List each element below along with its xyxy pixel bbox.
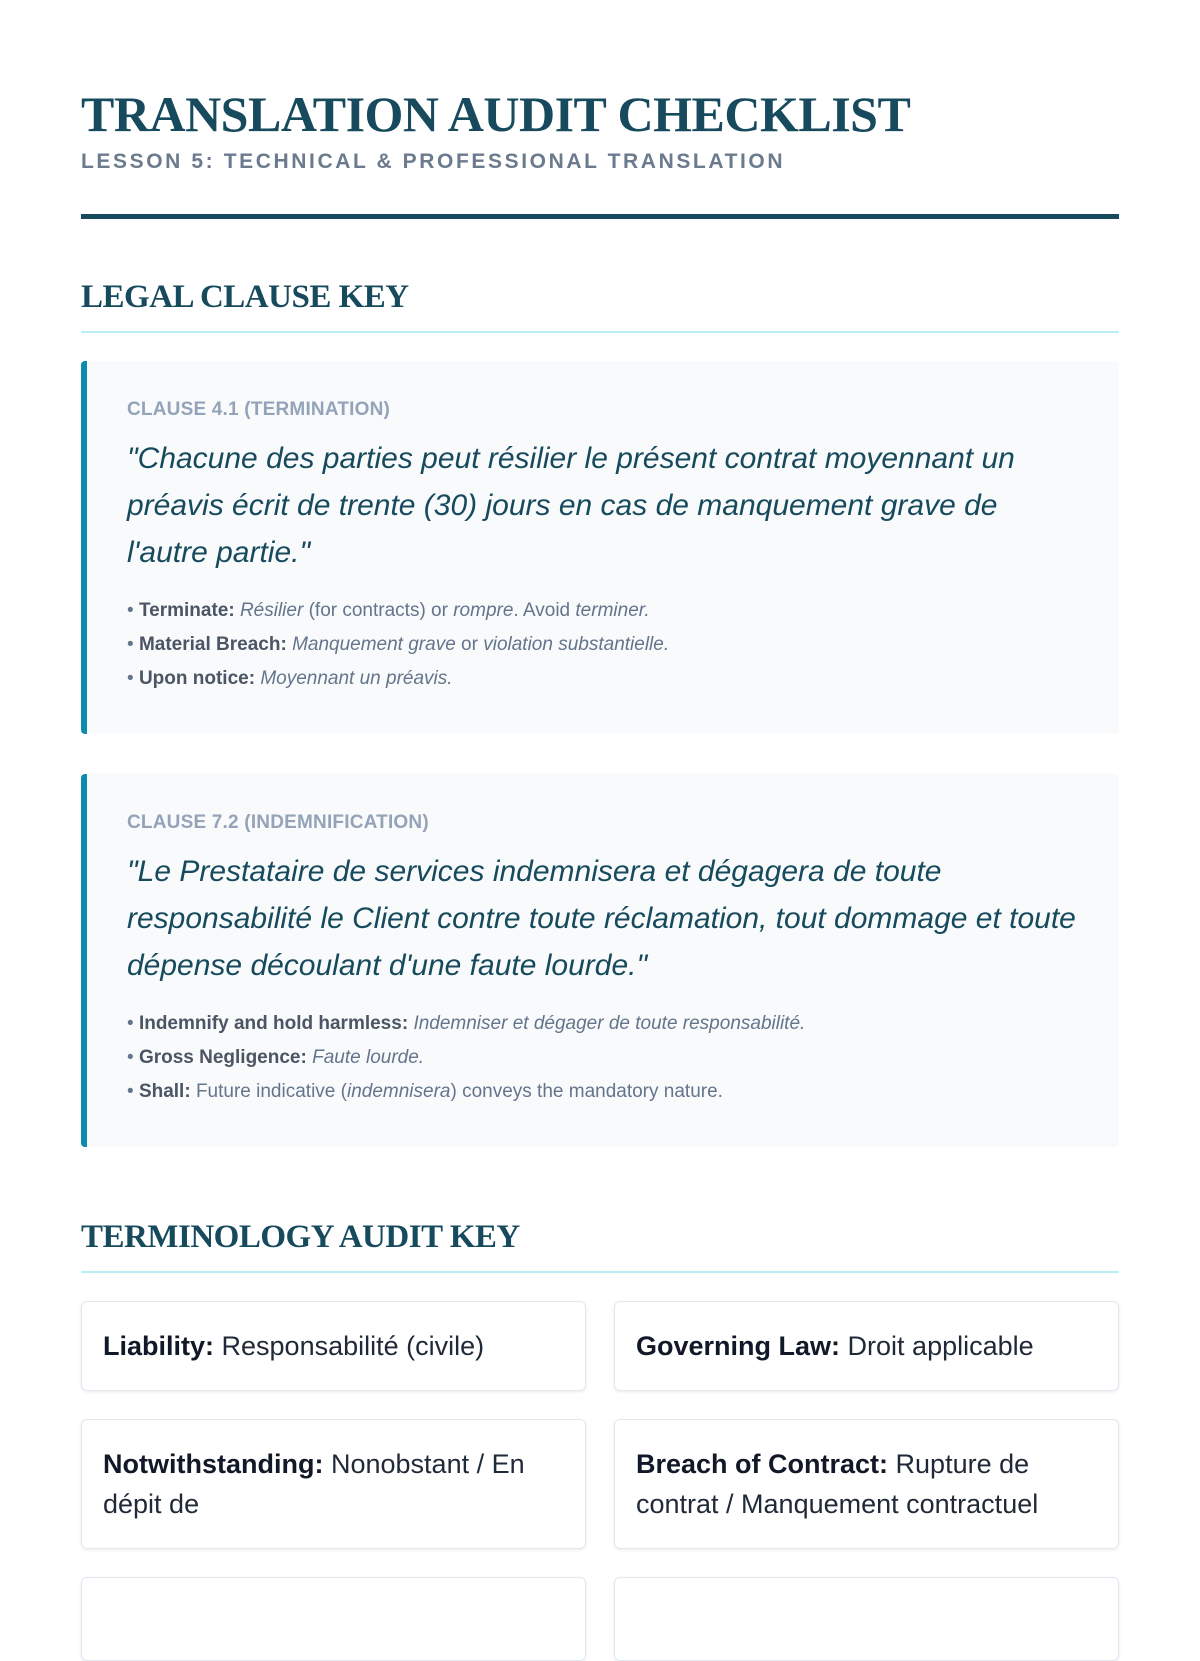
section-divider (81, 331, 1119, 333)
section-divider (81, 1271, 1119, 1273)
note-item: • Terminate: Résilier (for contracts) or rompre. Avoid terminer. (127, 600, 650, 621)
note-term: Upon notice: (138, 668, 256, 689)
clause-notes (127, 594, 1079, 696)
clause-quote: "Chacune des parties peut résilier le présent contrat moyennant un préavis écrit de trente (30) jours en cas de manquement grave de l'autre partie." (127, 442, 1015, 569)
term-label: Liability: (103, 1331, 215, 1361)
note-item: • Indemnify and hold harmless: Indemniser et dégager de toute responsabilité. (127, 1013, 806, 1034)
note-text: . (663, 634, 670, 655)
note-text: rompre (453, 600, 514, 621)
title-divider (81, 214, 1119, 219)
term-label: Notwithstanding: (103, 1449, 324, 1479)
term-card (81, 1577, 586, 1661)
terminology-grid (81, 1301, 1119, 1661)
note-text: ) conveys the mandatory nature. (450, 1081, 723, 1102)
note-text: Faute lourde. (312, 1047, 425, 1068)
terminology-section (81, 1217, 1119, 1661)
section-heading: LEGAL CLAUSE KEY (81, 279, 409, 315)
term-card (81, 1419, 586, 1549)
term-translation: Droit applicable (847, 1331, 1034, 1361)
note-item: • Gross Negligence: Faute lourde. (127, 1047, 425, 1068)
note-text: Manquement grave (292, 634, 456, 655)
note-text: indemnisera (346, 1081, 451, 1102)
note-text: Future indicative ( (190, 1081, 347, 1102)
legal-clause-section (81, 277, 1119, 1147)
note-term: Shall: (138, 1081, 191, 1102)
note-text: Indemniser et dégager de toute responsabilité. (413, 1013, 806, 1034)
note-item: • Material Breach: Manquement grave or violation substantielle. (127, 634, 670, 655)
term-card (81, 1301, 586, 1391)
page-title: TRANSLATION AUDIT CHECKLIST (81, 86, 911, 142)
note-text: . Avoid (513, 600, 576, 621)
term-label: Governing Law: (636, 1331, 841, 1361)
clause-notes (127, 1007, 1079, 1109)
note-term: Indemnify and hold harmless: (138, 1013, 409, 1034)
clause-card (81, 361, 1119, 734)
note-term: Terminate: (138, 600, 235, 621)
note-text: (for contracts) or (303, 600, 454, 621)
term-label: Breach of Contract: (636, 1449, 889, 1479)
term-card (614, 1419, 1119, 1549)
term-translation: Nonobstant / En dépit de (103, 1449, 525, 1519)
note-term: Gross Negligence: (138, 1047, 307, 1068)
note-text: terminer (575, 600, 645, 621)
term-translation: Responsabilité (civile) (221, 1331, 485, 1361)
clause-label: CLAUSE 4.1 (TERMINATION) (127, 399, 391, 420)
term-card (614, 1577, 1119, 1661)
term-translation: Rupture de contrat / Manquement contractuel (636, 1449, 1039, 1519)
note-text: violation substantielle (483, 634, 664, 655)
note-text: Moyennant un préavis. (260, 668, 453, 689)
clause-card (81, 774, 1119, 1147)
note-term: Material Breach: (138, 634, 287, 655)
clause-label: CLAUSE 7.2 (INDEMNIFICATION) (127, 812, 429, 833)
note-text: or (455, 634, 484, 655)
note-text: . (644, 600, 650, 621)
note-text: Résilier (239, 600, 304, 621)
term-card (614, 1301, 1119, 1391)
page-subtitle: LESSON 5: TECHNICAL & PROFESSIONAL TRANSLATION (81, 150, 786, 173)
note-item: • Upon notice: Moyennant un préavis. (127, 668, 453, 689)
clause-quote: "Le Prestataire de services indemnisera et dégagera de toute responsabilité le Client contre toute réclamation, tout dommage et toute dépense découlant d'une faute lourde." (127, 855, 1076, 982)
section-heading: TERMINOLOGY AUDIT KEY (81, 1219, 520, 1255)
note-item: • Shall: Future indicative (indemnisera) conveys the mandatory nature. (127, 1081, 723, 1102)
